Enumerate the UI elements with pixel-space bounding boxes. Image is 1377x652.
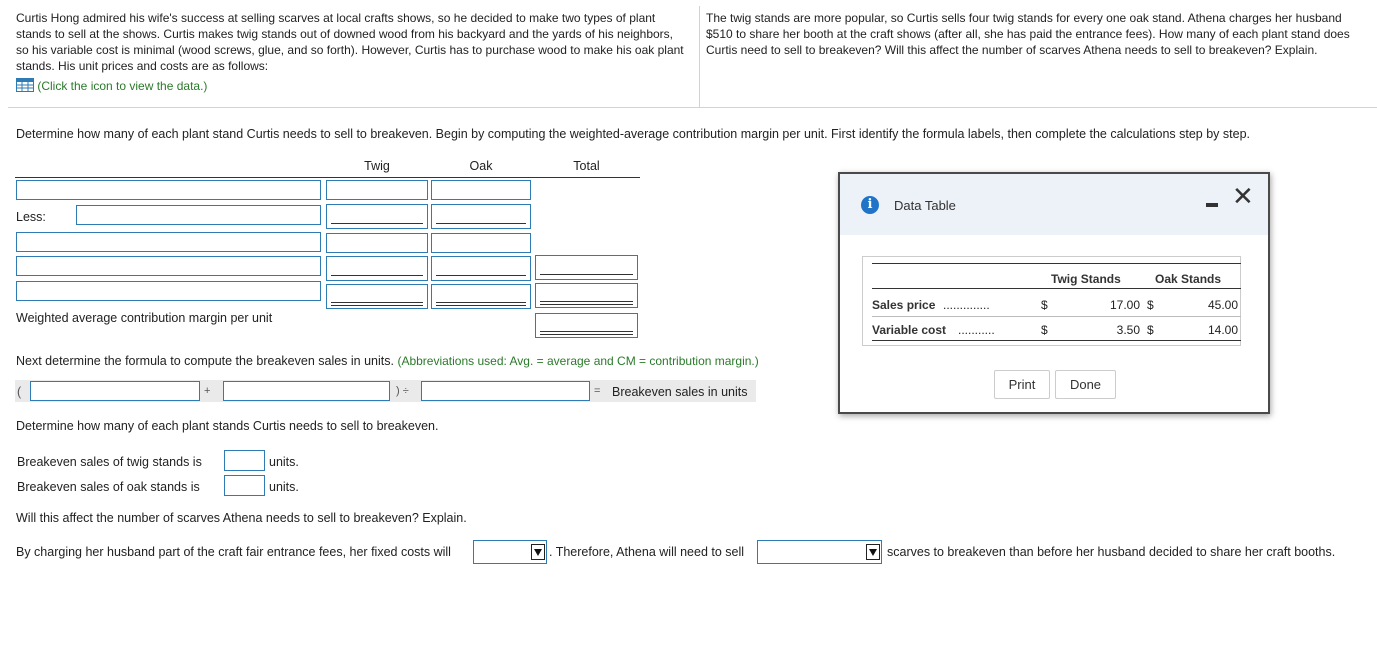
instruction-step1: Determine how many of each plant stand Curtis needs to sell to breakeven. Begin by computing the weighted-average contribution margin per unit. First identify the formula labels, then complete the calculations step by step. [16, 127, 1251, 141]
view-data-link-text[interactable]: (Click the icon to view the data.) [37, 79, 208, 93]
row-currency: $ [1041, 323, 1048, 337]
twig-breakeven-input[interactable] [224, 450, 265, 471]
table-bottom-rule [872, 340, 1241, 341]
minimize-icon[interactable] [1206, 203, 1218, 207]
formula-equals: = [594, 385, 601, 397]
instruction-step3: Determine how many of each plant stands Curtis needs to sell to breakeven. [16, 419, 439, 433]
col-header-total: Total [573, 159, 600, 173]
fixed-costs-select[interactable] [473, 540, 547, 564]
less-label: Less: [16, 210, 46, 224]
formula-plus: + [204, 385, 211, 397]
oak-breakeven-input[interactable] [224, 475, 265, 496]
divider-vertical [699, 6, 700, 107]
dialog-title: Data Table [894, 198, 956, 213]
oak-input-row1[interactable] [431, 180, 531, 200]
oak-input-row2[interactable] [431, 204, 531, 229]
row-currency: $ [1147, 323, 1154, 337]
abbreviation-hint: (Abbreviations used: Avg. = average and CM = contribution margin.) [397, 354, 759, 368]
header-underline [15, 177, 640, 178]
row-oak-value: 45.00 [1207, 298, 1238, 312]
oak-input-row4[interactable] [431, 256, 531, 281]
oak-input-row3[interactable] [431, 233, 531, 253]
oak-breakeven-unit: units. [269, 480, 299, 494]
row-dots: .............. [943, 298, 990, 312]
twig-input-row3[interactable] [326, 233, 428, 253]
label-input-row2[interactable] [76, 205, 321, 225]
twig-breakeven-label: Breakeven sales of twig stands is [17, 455, 202, 469]
chevron-down-icon[interactable] [531, 544, 545, 560]
scarves-select[interactable] [757, 540, 882, 564]
table-top-rule [872, 263, 1241, 264]
label-input-row3[interactable] [16, 232, 321, 252]
wacm-label: Weighted average contribution margin per unit [16, 311, 273, 325]
label-input-row1[interactable] [16, 180, 321, 200]
formula-close-divide: ) ÷ [396, 385, 409, 397]
explain-part1: By charging her husband part of the craft fair entrance fees, her fixed costs will [16, 545, 451, 559]
done-button[interactable]: Done [1055, 370, 1116, 399]
dialog-header [840, 174, 1268, 235]
formula-input-3[interactable] [421, 381, 590, 401]
print-button[interactable]: Print [994, 370, 1050, 399]
oak-input-row5[interactable] [431, 284, 531, 309]
row-twig-value: 17.00 [1109, 298, 1140, 312]
label-input-row5[interactable] [16, 281, 321, 301]
twig-input-row5[interactable] [326, 284, 428, 309]
explain-part2: . Therefore, Athena will need to sell [549, 545, 745, 559]
data-table-dialog [838, 172, 1270, 414]
info-icon: i [861, 196, 879, 214]
row-twig-value: 3.50 [1116, 323, 1140, 337]
view-data-link[interactable] [16, 78, 207, 95]
row-currency: $ [1041, 298, 1048, 312]
col-header-oak: Oak [469, 159, 493, 173]
twig-input-row1[interactable] [326, 180, 428, 200]
col-oak-stands: Oak Stands [1155, 272, 1222, 286]
twig-input-row4[interactable] [326, 256, 428, 281]
row-label: Variable cost [872, 323, 947, 337]
total-input-row4[interactable] [535, 255, 638, 280]
explain-part3: scarves to breakeven than before her husband decided to share her craft booths. [887, 545, 1336, 559]
oak-breakeven-label: Breakeven sales of oak stands is [17, 480, 200, 494]
wacm-total-input[interactable] [535, 313, 638, 338]
header-rule [872, 288, 1241, 289]
problem-left-text: Curtis Hong admired his wife's success at selling scarves at local crafts shows, so he decided to make two types of plant stands to sell at the shows. Curtis makes twig stands out of downed wood from his backyard and the yards of his neighbors, so his variable cost is minimal (wood screws, glue, and so forth). However, Curtis has to purchase wood to make his oak plant stands. His unit prices and costs are as follows: [16, 11, 684, 73]
row-currency: $ [1147, 298, 1154, 312]
twig-input-row2[interactable] [326, 204, 428, 229]
total-input-row5[interactable] [535, 283, 638, 308]
formula-open-paren: ( [17, 385, 22, 399]
chevron-down-icon[interactable] [866, 544, 880, 560]
row-oak-value: 14.00 [1207, 323, 1238, 337]
divider-horizontal [8, 107, 1377, 108]
formula-result-label: Breakeven sales in units [612, 385, 748, 399]
col-twig-stands: Twig Stands [1051, 272, 1121, 286]
label-input-row4[interactable] [16, 256, 321, 276]
row-label: Sales price [872, 298, 936, 312]
formula-input-1[interactable] [30, 381, 200, 401]
instruction-step2-text: Next determine the formula to compute the breakeven sales in units. [16, 354, 398, 368]
twig-breakeven-unit: units. [269, 455, 299, 469]
instruction-step2 [16, 354, 816, 368]
col-header-twig: Twig [364, 159, 390, 173]
instruction-step4: Will this affect the number of scarves Athena needs to sell to breakeven? Explain. [16, 511, 467, 525]
formula-input-2[interactable] [223, 381, 390, 401]
row-dots: ........... [958, 323, 995, 337]
close-icon[interactable]: ✕ [1232, 182, 1254, 212]
row-rule [872, 316, 1241, 317]
data-table [862, 256, 1241, 346]
problem-right-text: The twig stands are more popular, so Curtis sells four twig stands for every one oak stand. Athena charges her husband $510 to share her booth at the craft shows (after all, she has paid the entrance fees). How many of each plant stand does Curtis need to sell to breakeven? Will this affect the number of scarves Athena needs to sell to breakeven? Explain. [706, 11, 1350, 57]
table-grid-icon[interactable] [16, 78, 34, 95]
